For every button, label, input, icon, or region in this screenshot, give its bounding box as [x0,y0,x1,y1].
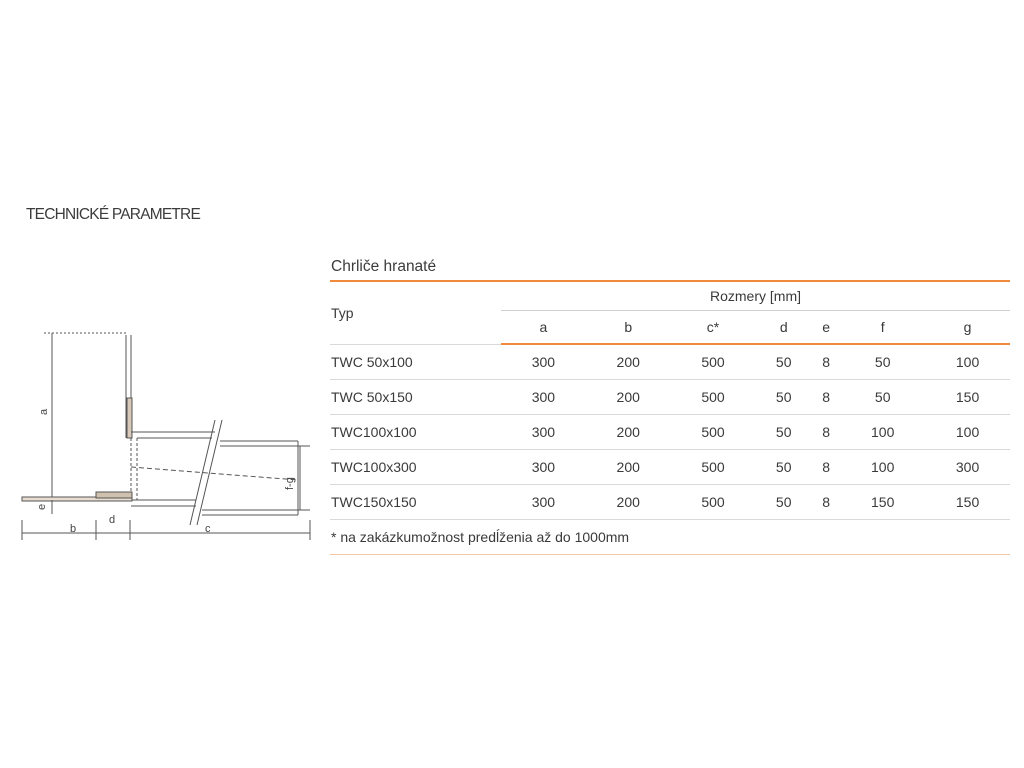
cell-b: 200 [586,415,671,450]
footnote: * na zakázkumožnost predĺženia až do 1000mm [330,520,1010,555]
cell-c: 500 [671,344,756,380]
cell-d: 50 [755,415,812,450]
table-row [330,485,1010,520]
table-row [330,344,1010,380]
label-c: c [205,523,211,535]
label-b: b [70,523,77,535]
cell-e: 8 [812,450,840,485]
column-header-g: g [925,311,1010,345]
row-type: TWC100x300 [330,450,501,485]
label-a: a [38,408,50,415]
cell-g: 300 [925,450,1010,485]
cell-b: 200 [586,380,671,415]
cell-c: 500 [671,485,756,520]
cell-c: 500 [671,380,756,415]
cell-a: 300 [501,380,586,415]
column-header-a: a [501,311,586,345]
cell-g: 150 [925,380,1010,415]
cell-b: 200 [586,344,671,380]
table-title: Chrliče hranaté [331,258,437,275]
column-header-e: e [812,311,840,345]
cell-a: 300 [501,344,586,380]
row-type: TWC100x100 [330,415,501,450]
row-type: TWC 50x100 [330,344,501,380]
parameter-table-section [330,254,1010,555]
cell-c: 500 [671,415,756,450]
cell-d: 50 [755,485,812,520]
column-header-d: d [755,311,812,345]
table-row [330,380,1010,415]
cell-f: 150 [840,485,925,520]
parameter-table [330,282,1010,555]
note-row [330,520,1010,555]
dimensions-header: Rozmery [mm] [501,282,1010,311]
cell-e: 8 [812,380,840,415]
cell-e: 8 [812,344,840,380]
cell-g: 150 [925,485,1010,520]
cell-e: 8 [812,485,840,520]
cell-f: 100 [840,450,925,485]
row-type: TWC150x150 [330,485,501,520]
cell-a: 300 [501,415,586,450]
cell-g: 100 [925,344,1010,380]
page-title: TECHNICKÉ PARAMETRE [26,206,200,223]
label-e: e [36,503,48,510]
column-header-c: c* [671,311,756,345]
cell-a: 300 [501,485,586,520]
cell-d: 50 [755,344,812,380]
cell-d: 50 [755,380,812,415]
table-row [330,415,1010,450]
cell-f: 50 [840,344,925,380]
technical-drawing [0,0,330,560]
cell-f: 50 [840,380,925,415]
table-row [330,450,1010,485]
row-type: TWC 50x150 [330,380,501,415]
label-d: d [109,514,116,526]
cell-g: 100 [925,415,1010,450]
label-fg: f-g [284,477,296,490]
cell-b: 200 [586,450,671,485]
cell-e: 8 [812,415,840,450]
column-header-b: b [586,311,671,345]
cell-b: 200 [586,485,671,520]
type-header: Typ [331,304,354,321]
cell-d: 50 [755,450,812,485]
cell-f: 100 [840,415,925,450]
cell-c: 500 [671,450,756,485]
column-header-f: f [840,311,925,345]
cell-a: 300 [501,450,586,485]
